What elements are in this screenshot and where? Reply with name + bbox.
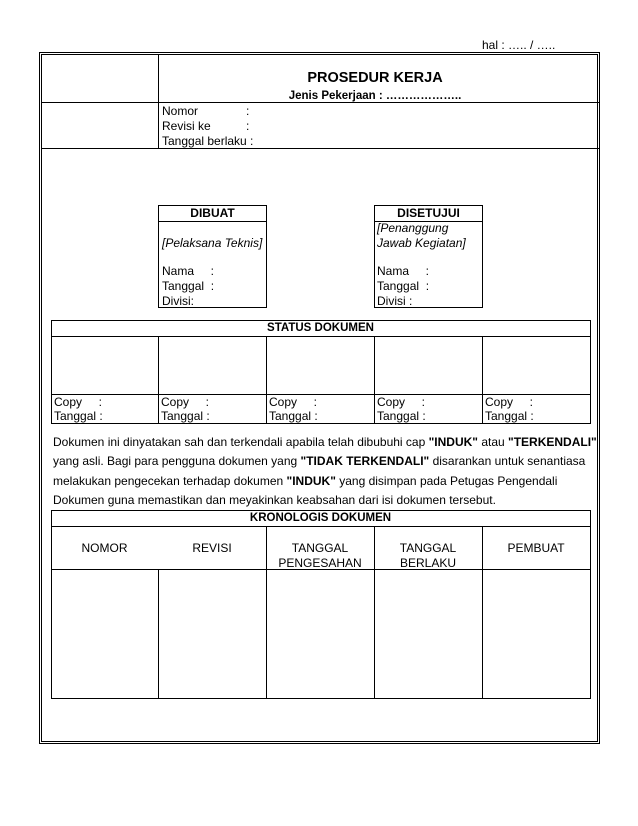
field-nomor-label: Nomor (162, 104, 199, 118)
note-text: "INDUK" (428, 435, 478, 449)
dibuat-nama: Nama : (162, 264, 215, 278)
status-date-label: Tanggal : (161, 409, 210, 423)
status-date-label: Tanggal : (485, 409, 534, 423)
note-text: "TERKENDALI" (508, 435, 597, 449)
disetujui-nama: Nama : (377, 264, 430, 278)
disetujui-divisi: Divisi : (377, 294, 413, 308)
status-copy-label: Copy : (377, 395, 426, 409)
disetujui-role-line2: Jawab Kegiatan] (377, 236, 466, 250)
status-col-divider (158, 336, 159, 424)
note-text: "TIDAK TERKENDALI" (300, 454, 430, 469)
signature-box-disetujui (374, 205, 483, 308)
kronologis-col-divider (374, 526, 375, 699)
status-date-label: Tanggal : (269, 409, 318, 423)
disetujui-tanggal: Tanggal : (377, 279, 430, 293)
note-text: "INDUK" (286, 473, 336, 488)
column-header-pembuat: PEMBUAT (507, 541, 565, 555)
status-col-divider (266, 336, 267, 424)
field-revisi-label: Revisi ke (162, 119, 211, 133)
column-header-tanggal-berlaku: TANGGAL BERLAKU (399, 541, 457, 570)
field-nomor-value: : (246, 104, 250, 118)
status-heading: STATUS DOKUMEN (267, 322, 374, 334)
status-date-label: Tanggal : (54, 409, 103, 423)
page-number: hal : ….. / ….. (482, 38, 556, 52)
status-col-divider (482, 336, 483, 424)
kronologis-col-divider (266, 526, 267, 699)
note-text: yang disimpan pada Petugas Pengendali Dokumen guna memastikan dan meyakinkan keabsahan dari isi dokumen tersebut. (53, 473, 558, 507)
kronologis-heading: KRONOLOGIS DOKUMEN (249, 512, 392, 524)
kronologis-col-divider (158, 569, 159, 699)
status-copy-label: Copy : (54, 395, 103, 409)
job-type-line: Jenis Pekerjaan : ……………….. (288, 90, 462, 102)
status-col-divider (374, 336, 375, 424)
field-tanggal-berlaku-label: Tanggal berlaku : (162, 134, 254, 148)
document-title: PROSEDUR KERJA (307, 70, 443, 86)
dibuat-divisi: Divisi: (162, 294, 194, 308)
dibuat-role: [Pelaksana Teknis] (162, 236, 263, 250)
header-divider (42, 102, 599, 103)
note-text: atau (477, 435, 509, 449)
disetujui-heading: DISETUJUI (375, 206, 482, 222)
logo-cell-divider (158, 55, 159, 148)
dibuat-tanggal: Tanggal : (162, 279, 215, 293)
status-head-line (51, 336, 591, 337)
column-header-nomor: NOMOR (81, 541, 128, 555)
disetujui-role-line1: [Penanggung (377, 221, 449, 235)
field-revisi-value: : (246, 119, 250, 133)
note-text: disarankan untuk senantiasa melakukan pengecekan terhadap dokumen (53, 454, 586, 488)
control-note-paragraph (53, 433, 598, 510)
status-copy-label: Copy : (269, 395, 318, 409)
status-copy-label: Copy : (161, 395, 210, 409)
column-header-tanggal-pengesahan: TANGGAL PENGESAHAN (278, 541, 362, 570)
status-date-label: Tanggal : (377, 409, 426, 423)
dibuat-heading: DIBUAT (159, 206, 266, 222)
note-text: yang asli. Bagi para pengguna dokumen yang (53, 454, 301, 469)
kronologis-table (51, 510, 591, 699)
note-text: Dokumen ini dinyatakan sah dan terkendali apabila telah dibubuhi cap (53, 435, 429, 449)
kronologis-head-line (51, 526, 591, 527)
signature-box-dibuat (158, 205, 267, 308)
column-header-revisi: REVISI (192, 541, 232, 555)
status-copy-label: Copy : (485, 395, 534, 409)
header-bottom-line (42, 148, 599, 149)
